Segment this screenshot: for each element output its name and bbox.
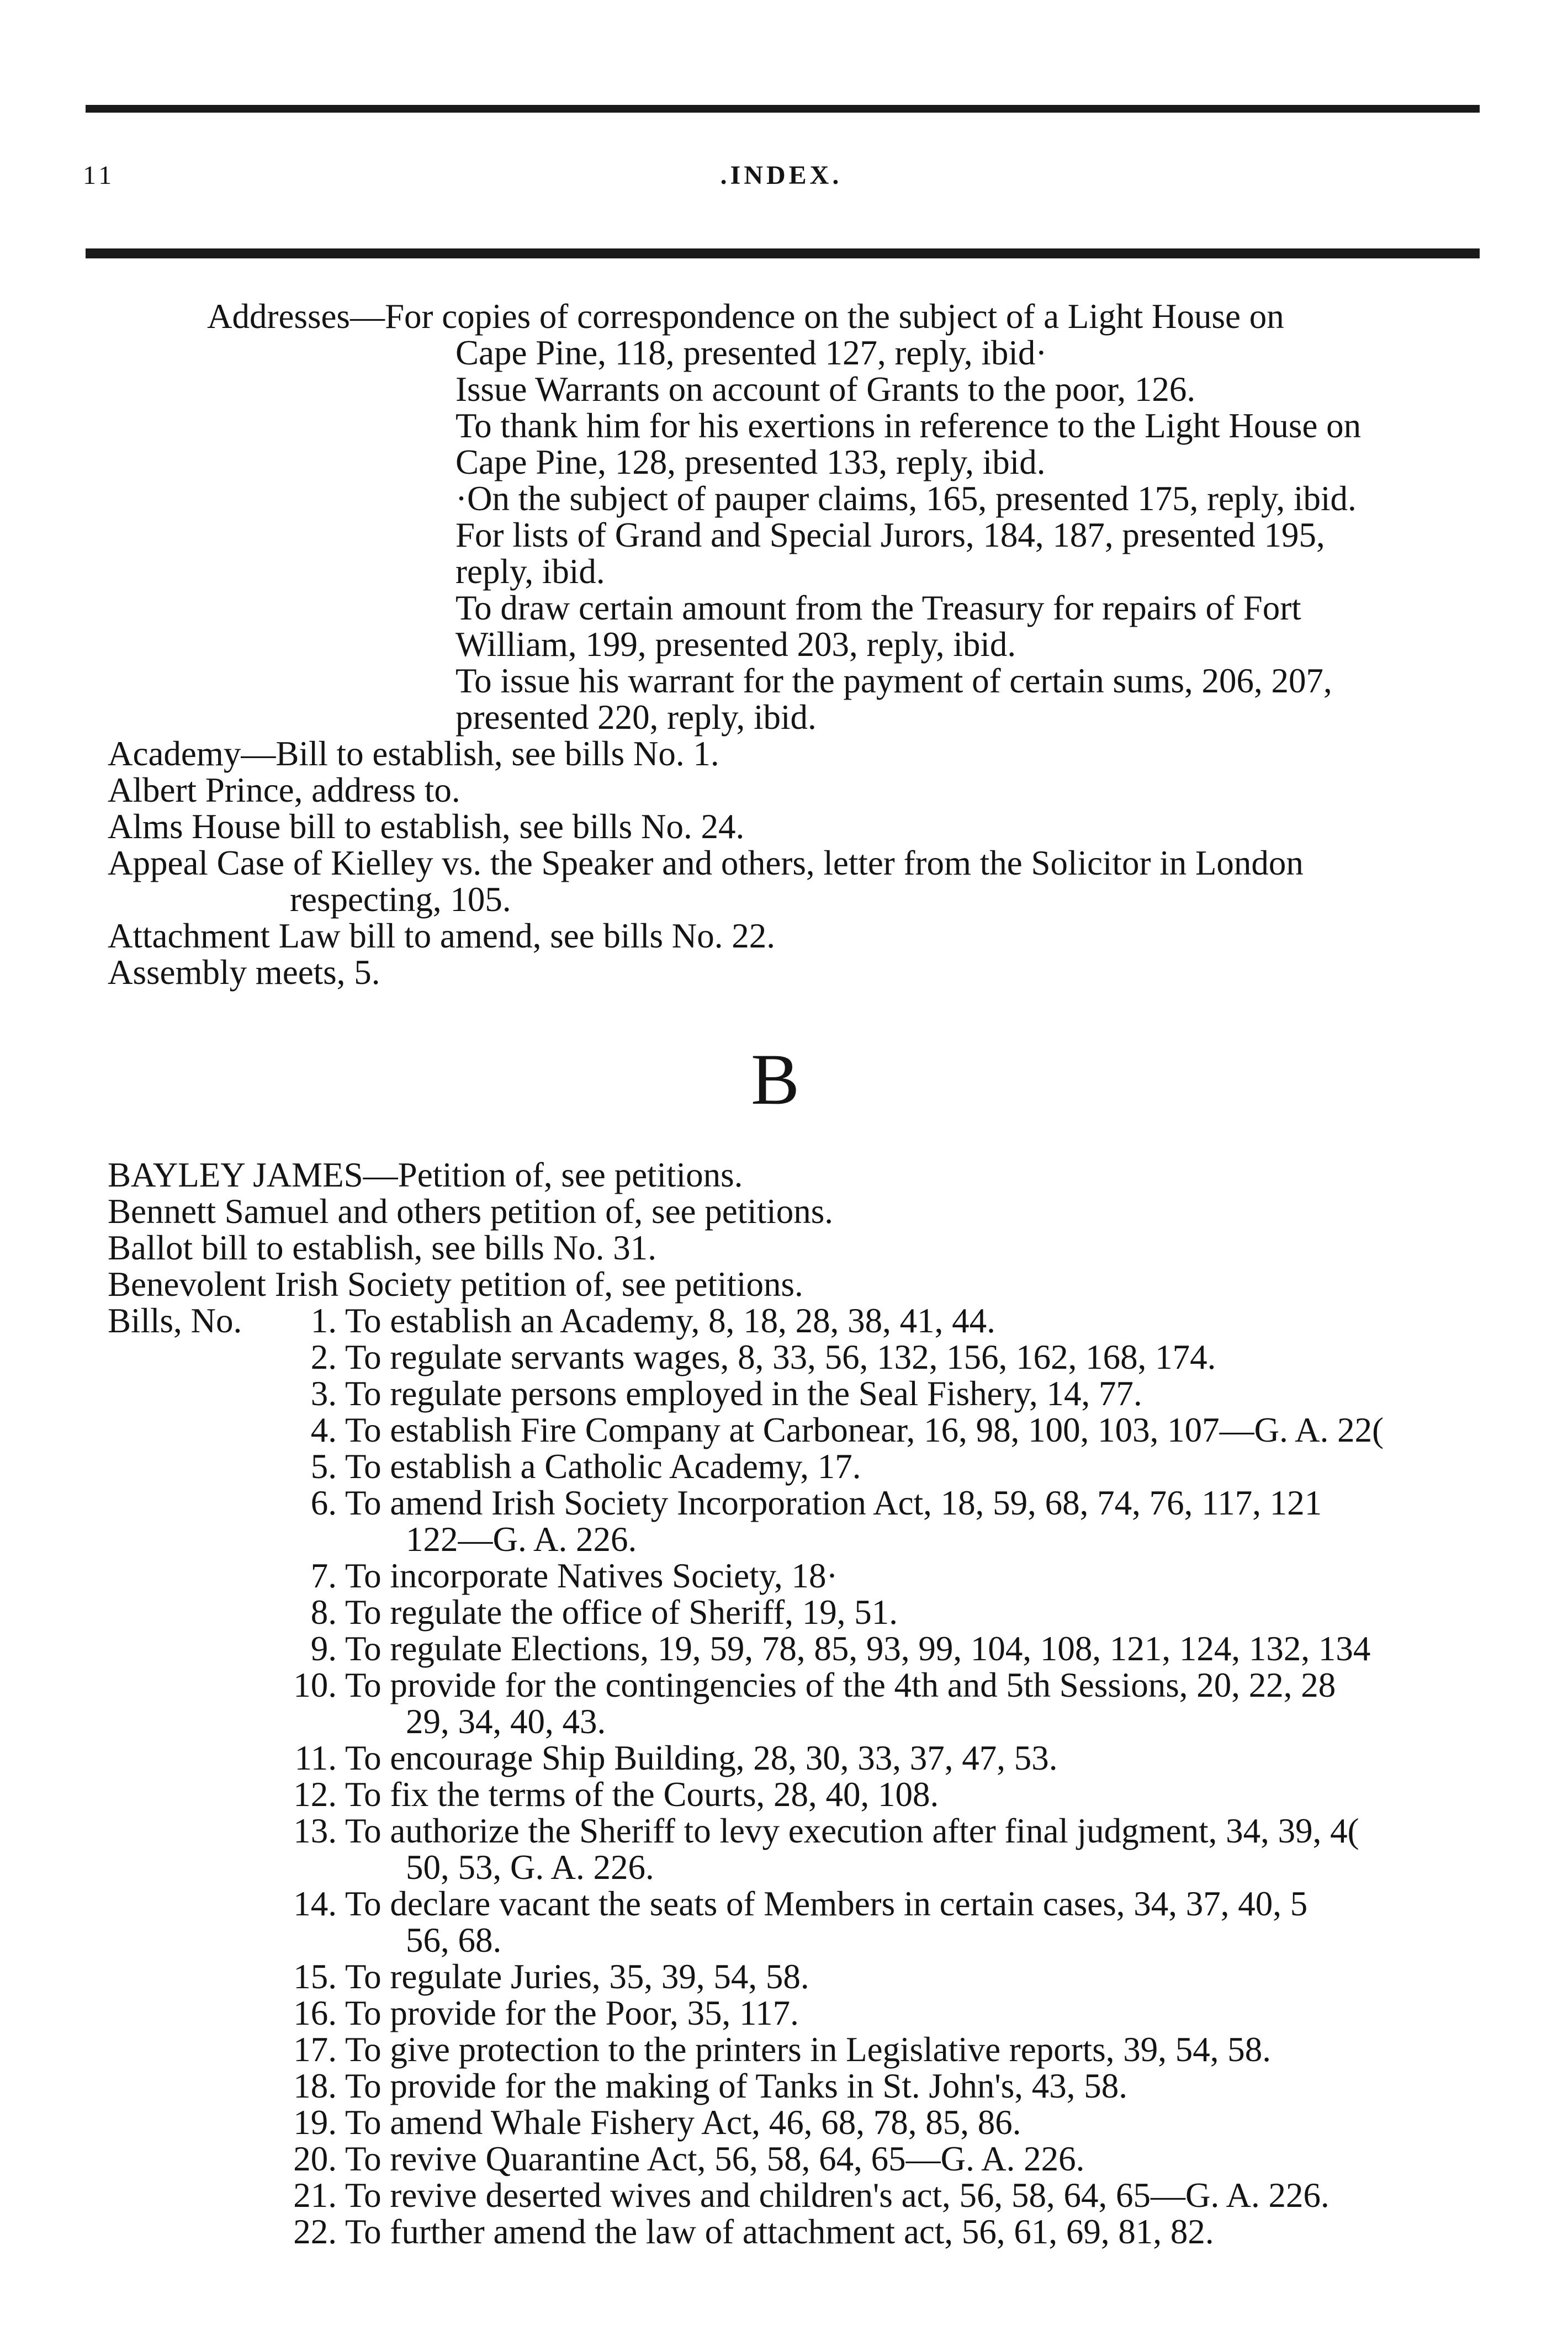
bill-number: 16.: [293, 1994, 337, 2032]
bill-text: To declare vacant the seats of Members in certain cases, 34, 37, 40, 5: [345, 1884, 1308, 1923]
bill-text: To further amend the law of attachment act, 56, 61, 69, 81, 82.: [345, 2212, 1214, 2251]
section-a-entries: [108, 298, 1499, 991]
bill-number: 2.: [310, 1338, 337, 1376]
bill-entry: [108, 1813, 1499, 1849]
index-line: presented 220, reply, ibid.: [455, 698, 817, 737]
index-line: William, 199, presented 203, reply, ibid.: [455, 625, 1016, 664]
page-title: .INDEX.: [720, 161, 843, 190]
index-line: Addresses—For copies of correspondence on the subject of a Light House on: [207, 297, 1284, 336]
index-entry: Assembly meets, 5.: [108, 953, 380, 992]
bill-entry: [108, 1339, 1499, 1375]
bill-text: To regulate the office of Sheriff, 19, 51.: [345, 1593, 898, 1632]
index-entry: Bennett Samuel and others petition of, see petitions.: [108, 1192, 833, 1231]
bill-number: 18.: [293, 2067, 337, 2105]
index-entry: Benevolent Irish Society petition of, see petitions.: [108, 1265, 803, 1304]
bill-number: 5.: [310, 1447, 337, 1486]
bill-text: To establish Fire Company at Carbonear, 16, 98, 100, 103, 107—G. A. 22(: [345, 1411, 1384, 1449]
bill-continuation: 50, 53, G. A. 226.: [406, 1848, 654, 1887]
bill-number: 14.: [293, 1884, 337, 1923]
bill-text: To revive Quarantine Act, 56, 58, 64, 65—G. A. 226.: [345, 2140, 1085, 2178]
bill-number: 20.: [293, 2140, 337, 2178]
bill-text: To provide for the making of Tanks in St. John's, 43, 58.: [345, 2067, 1128, 2105]
bill-text: To amend Irish Society Incorporation Act, 18, 59, 68, 74, 76, 117, 121: [345, 1484, 1322, 1522]
bill-number: 17.: [293, 2030, 337, 2069]
bill-entry: [108, 1594, 1499, 1630]
index-line: Cape Pine, 118, presented 127, reply, ibid·: [455, 333, 1047, 372]
bill-number: 1.: [310, 1301, 337, 1340]
bill-number: 22.: [293, 2212, 337, 2251]
bill-entry: [108, 1630, 1499, 1667]
index-line: To draw certain amount from the Treasury for repairs of Fort: [455, 589, 1301, 627]
bill-entry: [108, 1412, 1499, 1448]
index-entry: Appeal Case of Kielley vs. the Speaker and others, letter from the Solicitor in London: [108, 844, 1304, 882]
index-line: For lists of Grand and Special Jurors, 184, 187, presented 195,: [455, 516, 1325, 554]
bill-text: To encourage Ship Building, 28, 30, 33, 37, 47, 53.: [345, 1739, 1058, 1777]
bill-text: To give protection to the printers in Legislative reports, 39, 54, 58.: [345, 2030, 1271, 2069]
index-entry: Attachment Law bill to amend, see bills No. 22.: [108, 917, 775, 955]
section-letter: B: [751, 1039, 800, 1120]
index-line: Issue Warrants on account of Grants to the poor, 126.: [455, 370, 1196, 409]
bill-text: To amend Whale Fishery Act, 46, 68, 78, 85, 86.: [345, 2103, 1021, 2142]
bill-text: To provide for the contingencies of the 4th and 5th Sessions, 20, 22, 28: [345, 1666, 1336, 1704]
bill-entry: [108, 1776, 1499, 1813]
bill-entry: [108, 1886, 1499, 1922]
bill-text: To provide for the Poor, 35, 117.: [345, 1994, 799, 2032]
bill-entry: [108, 2068, 1499, 2104]
bill-number: 7.: [310, 1556, 337, 1595]
index-entry: Alms House bill to establish, see bills No. 24.: [108, 807, 745, 846]
bill-entry: [108, 1448, 1499, 1485]
index-line: Cape Pine, 128, presented 133, reply, ibid.: [455, 443, 1046, 481]
index-entry: BAYLEY JAMES—Petition of, see petitions.: [108, 1156, 743, 1194]
bill-text: To regulate Elections, 19, 59, 78, 85, 93, 99, 104, 108, 121, 124, 132, 134: [345, 1629, 1371, 1668]
bill-text: To establish an Academy, 8, 18, 28, 38, 41, 44.: [345, 1301, 995, 1340]
bill-text: To fix the terms of the Courts, 28, 40, 108.: [345, 1775, 939, 1814]
running-header: [83, 160, 1480, 193]
bill-number: 6.: [310, 1484, 337, 1522]
bill-entry: [108, 1375, 1499, 1412]
bill-continuation: 56, 68.: [406, 1921, 502, 1960]
bill-number: 19.: [293, 2103, 337, 2142]
bill-entry: [108, 1558, 1499, 1594]
index-entry: Ballot bill to establish, see bills No. 31.: [108, 1228, 656, 1267]
index-line: To thank him for his exertions in reference to the Light House on: [455, 406, 1362, 445]
section-b-entries: [108, 1157, 1499, 2250]
bill-entry: [108, 1740, 1499, 1776]
bill-number: 9.: [310, 1629, 337, 1668]
index-line: reply, ibid.: [455, 552, 605, 591]
index-entry: Albert Prince, address to.: [108, 771, 460, 809]
index-line: ·On the subject of pauper claims, 165, presented 175, reply, ibid.: [455, 479, 1357, 518]
bill-text: To revive deserted wives and children's act, 56, 58, 64, 65—G. A. 226.: [345, 2176, 1329, 2215]
bill-number: 8.: [310, 1593, 337, 1632]
bills-label: Bills, No.: [108, 1301, 242, 1340]
page-number: 11: [83, 161, 115, 190]
bill-entry: [108, 2141, 1499, 2177]
index-entry: respecting, 105.: [290, 880, 511, 919]
bill-text: To authorize the Sheriff to levy execution after final judgment, 34, 39, 4(: [345, 1812, 1359, 1850]
bill-number: 10.: [293, 1666, 337, 1704]
bill-text: To incorporate Natives Society, 18·: [345, 1556, 838, 1595]
bill-number: 3.: [310, 1374, 337, 1413]
bill-entry: [108, 2104, 1499, 2141]
bill-entry: [108, 1995, 1499, 2031]
bill-entry: [108, 1667, 1499, 1703]
bill-number: 11.: [294, 1739, 337, 1777]
bill-text: To regulate persons employed in the Seal Fishery, 14, 77.: [345, 1374, 1142, 1413]
bill-continuation: 122—G. A. 226.: [406, 1520, 637, 1559]
bill-number: 12.: [293, 1775, 337, 1814]
bill-entry: [108, 1302, 1499, 1339]
bill-text: To regulate servants wages, 8, 33, 56, 132, 156, 162, 168, 174.: [345, 1338, 1216, 1376]
bill-number: 15.: [293, 1957, 337, 1996]
bill-continuation: 29, 34, 40, 43.: [406, 1702, 606, 1741]
bill-text: To establish a Catholic Academy, 17.: [345, 1447, 861, 1486]
index-line: To issue his warrant for the payment of certain sums, 206, 207,: [455, 661, 1332, 700]
bill-number: 4.: [310, 1411, 337, 1449]
top-rule: [86, 105, 1480, 113]
bill-entry: [108, 1958, 1499, 1995]
bill-number: 21.: [293, 2176, 337, 2215]
header-rule: [86, 248, 1480, 258]
bill-entry: [108, 1485, 1499, 1521]
index-entry: Academy—Bill to establish, see bills No. 1.: [108, 734, 719, 773]
bill-text: To regulate Juries, 35, 39, 54, 58.: [345, 1957, 809, 1996]
bill-entry: [108, 2031, 1499, 2068]
bill-entry: [108, 2214, 1499, 2250]
bill-entry: [108, 2177, 1499, 2214]
bill-number: 13.: [293, 1812, 337, 1850]
